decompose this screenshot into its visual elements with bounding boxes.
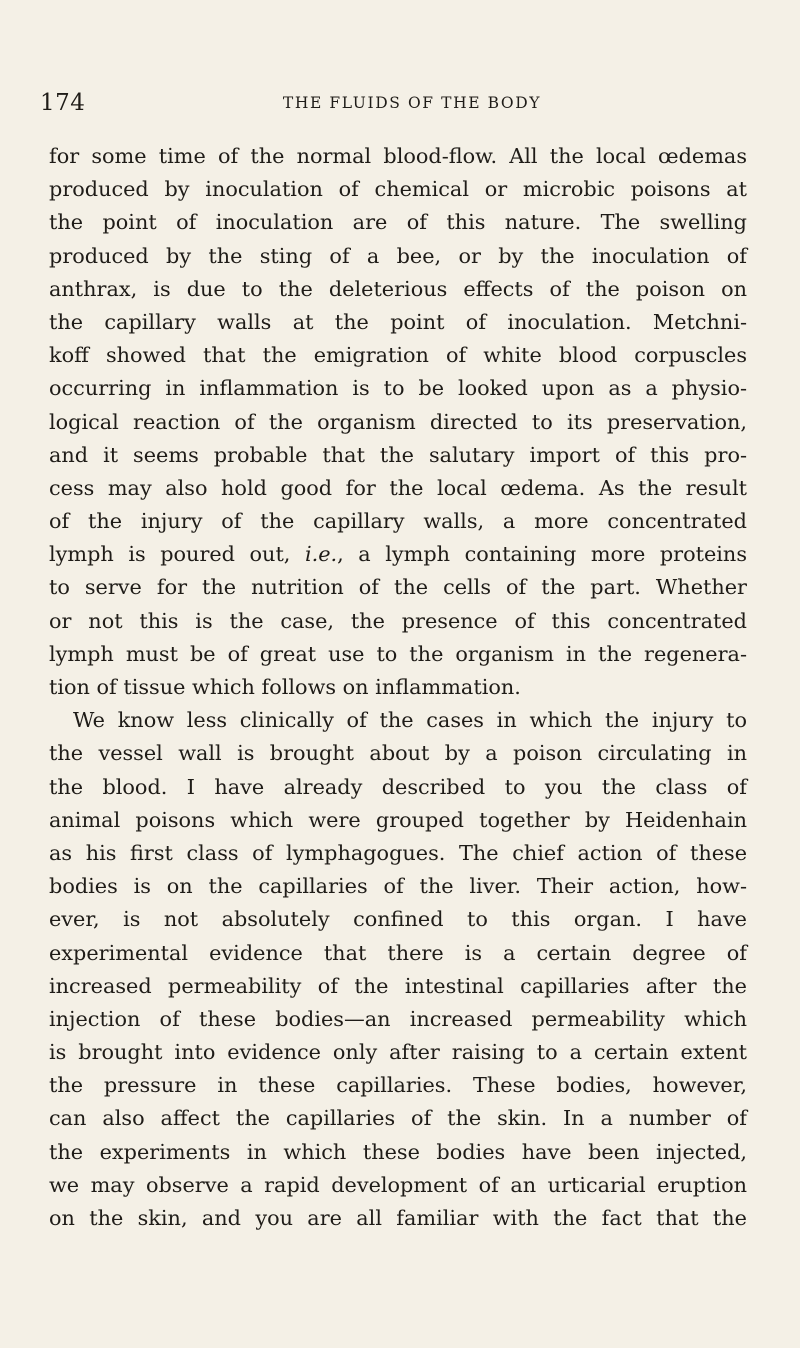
text-line: animal poisons which were grouped together by Heidenhain <box>49 807 747 832</box>
text-line: the pressure in these capillaries. These bodies, however, <box>49 1073 747 1098</box>
paragraph-end-line: tion of tissue which follows on inflammation. <box>49 675 521 699</box>
text-line: and it seems probable that the salutary import of this pro- <box>49 442 747 467</box>
running-title: THE FLUIDS OF THE BODY <box>282 94 542 112</box>
text-line: the capillary walls at the point of inoculation. Metchni- <box>49 309 747 334</box>
running-head <box>40 90 750 122</box>
text-line: to serve for the nutrition of the cells of the part. Whether <box>49 575 747 600</box>
text-line: as his first class of lymphagogues. The chief action of these <box>49 840 747 865</box>
text-line: anthrax, is due to the deleterious effects of the poison on <box>49 276 747 301</box>
text-line: occurring in inflammation is to be looked upon as a physio- <box>49 376 747 401</box>
text-line: the experiments in which these bodies have been injected, <box>49 1139 747 1164</box>
text-line: of the injury of the capillary walls, a more concentrated <box>49 509 747 534</box>
italic-abbreviation: i.e. <box>304 542 338 567</box>
text-line: logical reaction of the organism directed to its preservation, <box>49 409 747 434</box>
text-line: is brought into evidence only after raising to a certain extent <box>49 1040 747 1065</box>
text-line: lymph is poured out, i.e., a lymph containing more proteins <box>49 542 747 567</box>
text-line: injection of these bodies—an increased permeability which <box>49 1006 747 1031</box>
text-line: the point of inoculation are of this nature. The swelling <box>49 210 747 235</box>
text-line: or not this is the case, the presence of this concentrated <box>49 608 747 633</box>
text-line: we may observe a rapid development of an urticarial eruption <box>49 1172 747 1197</box>
text-line: for some time of the normal blood-flow. All the local œdemas <box>49 144 747 168</box>
text-line: bodies is on the capillaries of the liver. Their action, how- <box>49 874 747 899</box>
text-line: lymph must be of great use to the organism in the regenera- <box>49 641 747 666</box>
body-text <box>49 140 747 1235</box>
text-line: the blood. I have already described to you the class of <box>49 774 747 799</box>
text-line: experimental evidence that there is a certain degree of <box>49 940 747 965</box>
text-line: can also affect the capillaries of the skin. In a number of <box>49 1106 747 1131</box>
page-number: 174 <box>40 90 86 116</box>
text-line: produced by the sting of a bee, or by the inoculation of <box>49 243 747 268</box>
text-line: on the skin, and you are all familiar with the fact that the <box>49 1206 747 1230</box>
text-line: produced by inoculation of chemical or microbic poisons at <box>49 177 747 202</box>
text-line: increased permeability of the intestinal capillaries after the <box>49 973 747 998</box>
paragraph-start-line: We know less clinically of the cases in which the injury to <box>73 708 747 733</box>
text-line: ever, is not absolutely confined to this organ. I have <box>49 907 747 932</box>
text-line: koff showed that the emigration of white blood corpuscles <box>49 343 747 368</box>
text-line: the vessel wall is brought about by a poison circulating in <box>49 741 747 766</box>
text-line: cess may also hold good for the local œdema. As the result <box>49 475 747 500</box>
